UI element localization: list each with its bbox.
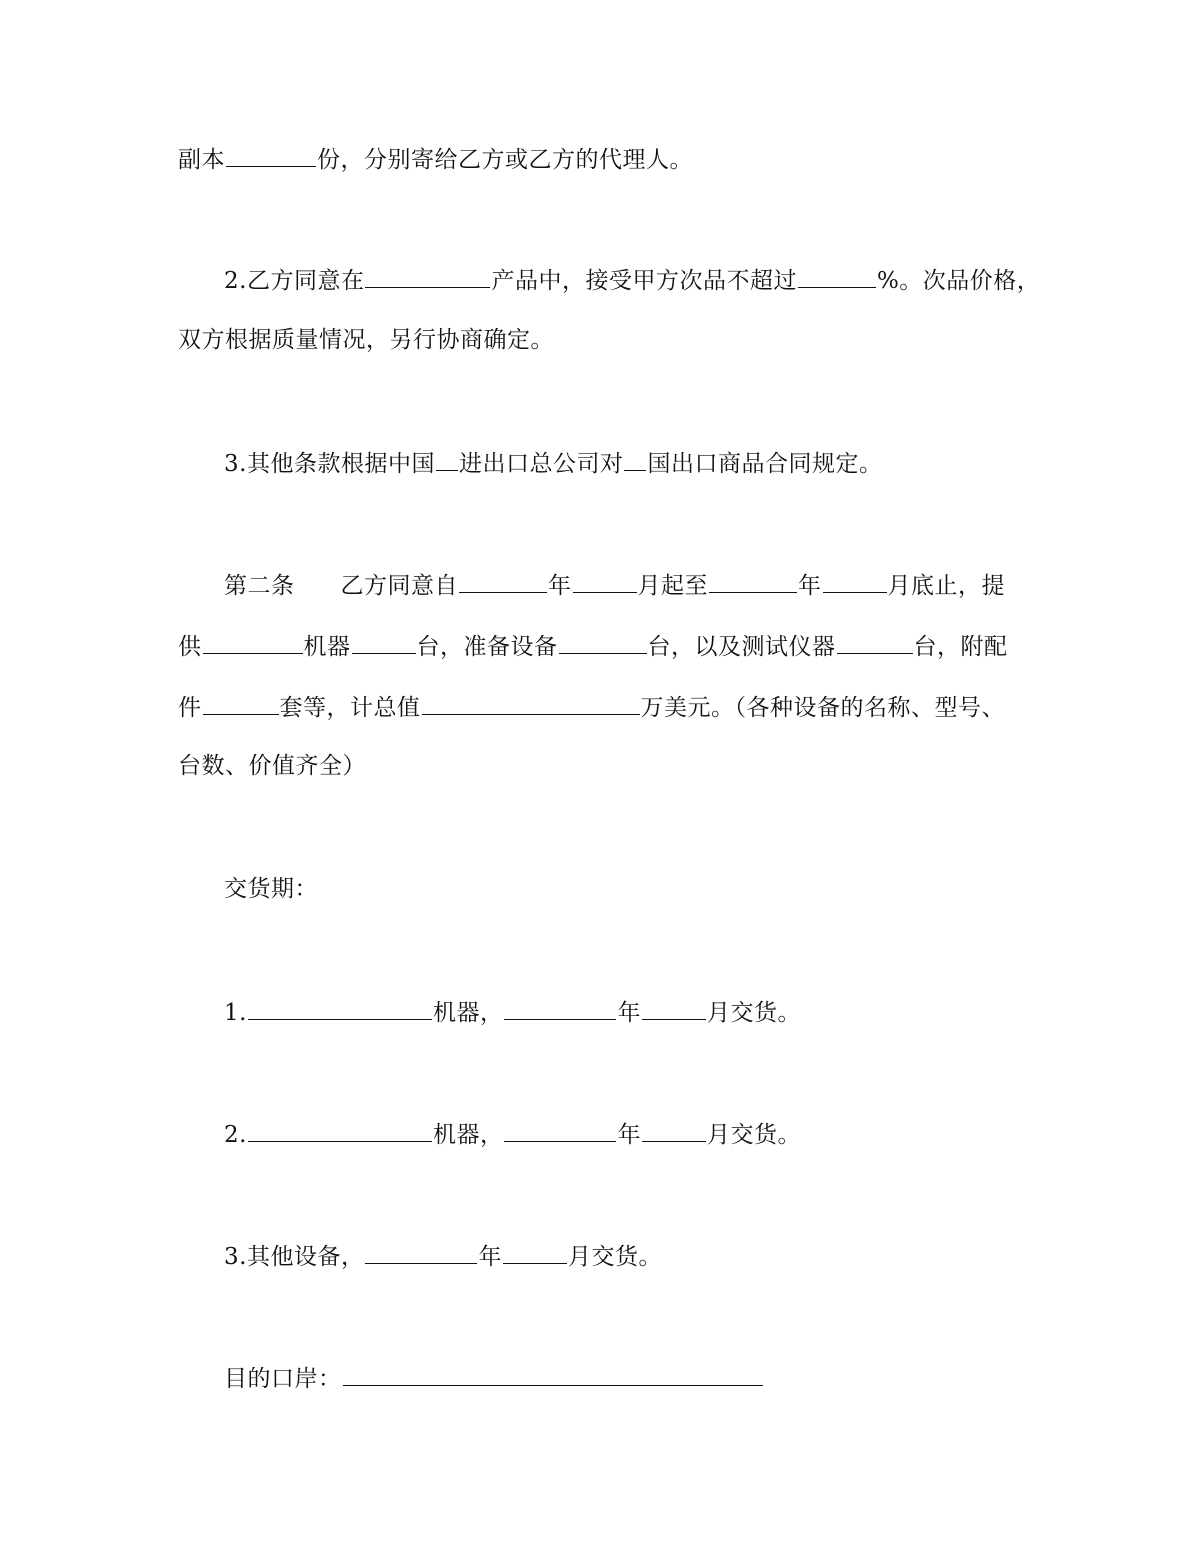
blank-field[interactable] bbox=[226, 138, 316, 167]
text: 3.其他条款根据中国 bbox=[224, 451, 435, 477]
blank-field[interactable] bbox=[459, 564, 547, 593]
blank-field[interactable] bbox=[642, 991, 706, 1020]
text: 机器， bbox=[432, 1122, 504, 1148]
article-heading: 第二条 bbox=[224, 573, 295, 599]
text: 年 bbox=[548, 573, 572, 599]
blank-field[interactable] bbox=[203, 686, 279, 715]
blank-field[interactable] bbox=[365, 1235, 477, 1264]
port-label: 目的口岸： bbox=[224, 1366, 342, 1392]
paragraph-copies bbox=[178, 138, 693, 178]
article-two-line-1 bbox=[224, 564, 1005, 604]
text: 供 bbox=[178, 634, 202, 660]
blank-field[interactable] bbox=[503, 1235, 567, 1264]
text: 年 bbox=[617, 1122, 641, 1148]
text: 国出口商品合同规定。 bbox=[647, 451, 883, 477]
delivery-item-2 bbox=[224, 1113, 801, 1153]
text: 3.其他设备， bbox=[224, 1244, 365, 1270]
text: 台，以及测试仪器 bbox=[647, 634, 836, 660]
text: 年 bbox=[798, 573, 822, 599]
article-two-line-4 bbox=[178, 746, 366, 786]
paragraph-other-terms bbox=[224, 442, 882, 482]
text: 万美元。（各种设备的名称、型号、 bbox=[640, 695, 1005, 721]
text: 月交货。 bbox=[706, 1000, 801, 1026]
paragraph-defect-rate bbox=[224, 259, 1040, 299]
destination-port bbox=[224, 1357, 764, 1397]
blank-field[interactable] bbox=[248, 1113, 432, 1142]
text: 副本 bbox=[178, 147, 225, 173]
text: 2.乙方同意在 bbox=[224, 268, 365, 294]
blank-field[interactable] bbox=[823, 564, 887, 593]
text: 月交货。 bbox=[567, 1244, 662, 1270]
text: 双方根据质量情况，另行协商确定。 bbox=[178, 327, 554, 353]
blank-field[interactable] bbox=[203, 625, 303, 654]
text: 月起至 bbox=[637, 573, 708, 599]
text: 年 bbox=[617, 1000, 641, 1026]
blank-field[interactable] bbox=[573, 564, 637, 593]
delivery-item-1 bbox=[224, 991, 801, 1031]
blank-field[interactable] bbox=[559, 625, 647, 654]
text: 机器 bbox=[303, 634, 351, 660]
text: 件 bbox=[178, 695, 202, 721]
text: 产品中，接受甲方次品不超过 bbox=[491, 268, 797, 294]
text: 进出口总公司对 bbox=[458, 451, 624, 477]
blank-field[interactable] bbox=[798, 259, 876, 288]
blank-field[interactable] bbox=[352, 625, 416, 654]
blank-field[interactable] bbox=[504, 991, 616, 1020]
text: 1. bbox=[224, 1000, 247, 1026]
text: 年 bbox=[478, 1244, 502, 1270]
article-two-line-3 bbox=[178, 686, 1005, 726]
text: 乙方同意自 bbox=[340, 573, 458, 599]
text: 交货期： bbox=[224, 876, 318, 902]
article-two-line-2 bbox=[178, 625, 1008, 665]
text: 台，附配 bbox=[913, 634, 1008, 660]
blank-field[interactable] bbox=[365, 259, 490, 288]
blank-field[interactable] bbox=[436, 442, 458, 471]
text: 月底止，提 bbox=[887, 573, 1005, 599]
text: 份，分别寄给乙方或乙方的代理人。 bbox=[317, 147, 693, 173]
blank-field[interactable] bbox=[837, 625, 913, 654]
paragraph-defect-rate-cont bbox=[178, 320, 554, 360]
text: 机器， bbox=[432, 1000, 504, 1026]
delivery-title bbox=[224, 869, 318, 909]
text: 套等，计总值 bbox=[279, 695, 421, 721]
port-blank-field[interactable] bbox=[343, 1357, 763, 1386]
blank-field[interactable] bbox=[624, 442, 646, 471]
blank-field[interactable] bbox=[504, 1113, 616, 1142]
blank-field[interactable] bbox=[248, 991, 432, 1020]
blank-field[interactable] bbox=[642, 1113, 706, 1142]
text: 月交货。 bbox=[706, 1122, 801, 1148]
text: %。次品价格， bbox=[876, 268, 1041, 294]
text: 台，准备设备 bbox=[416, 634, 558, 660]
blank-field[interactable] bbox=[709, 564, 797, 593]
text: 2. bbox=[224, 1122, 247, 1148]
blank-field[interactable] bbox=[422, 686, 640, 715]
text: 台数、价值齐全） bbox=[178, 753, 366, 779]
delivery-item-3 bbox=[224, 1235, 662, 1275]
